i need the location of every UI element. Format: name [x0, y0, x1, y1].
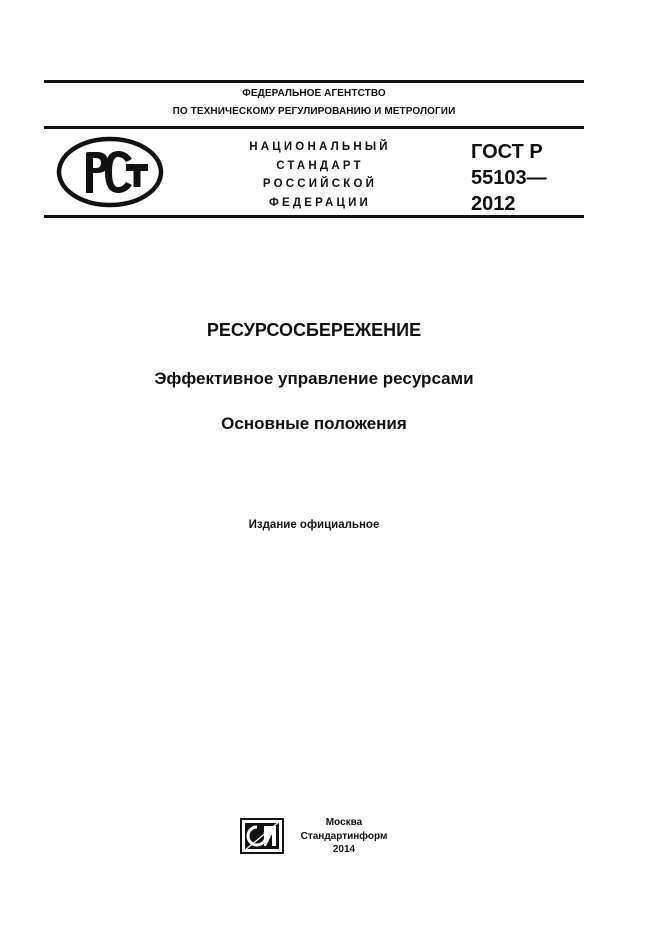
publication-year: 2014 — [332, 844, 356, 855]
document-title: РЕСУРСОСБЕРЕЖЕНИЕ — [206, 320, 422, 340]
lower-block-rule — [44, 215, 584, 218]
gost-year: 2012 — [471, 193, 516, 215]
national-line-1: НАЦИОНАЛЬНЫЙ — [249, 141, 391, 153]
upper-block-rule — [44, 126, 584, 129]
publisher-city: Москва — [325, 817, 363, 828]
publisher-name: Стандартинформ — [300, 830, 388, 842]
national-line-4: ФЕДЕРАЦИИ — [268, 196, 372, 209]
top-rule — [44, 80, 584, 83]
national-line-2: СТАНДАРТ — [276, 159, 364, 172]
national-line-3: РОССИЙСКОЙ — [262, 178, 378, 190]
gost-number: 55103— — [471, 167, 547, 189]
gost-prefix: ГОСТ Р — [471, 141, 543, 163]
rst-certification-mark-icon — [56, 135, 164, 209]
national-standard-label — [215, 138, 425, 212]
standard-number — [471, 139, 547, 217]
standartinform-logo-icon — [240, 818, 284, 854]
publisher-info — [286, 816, 402, 857]
document-subtitle: Эффективное управление ресурсами — [154, 369, 474, 388]
edition-note: Издание официальное — [248, 519, 380, 531]
document-subtitle-2: Основные положения — [221, 414, 407, 433]
agency-name-line1: ФЕДЕРАЛЬНОЕ АГЕНТСТВО — [242, 88, 386, 99]
agency-name-line2: ПО ТЕХНИЧЕСКОМУ РЕГУЛИРОВАНИЮ И МЕТРОЛОГИИ — [172, 106, 456, 117]
